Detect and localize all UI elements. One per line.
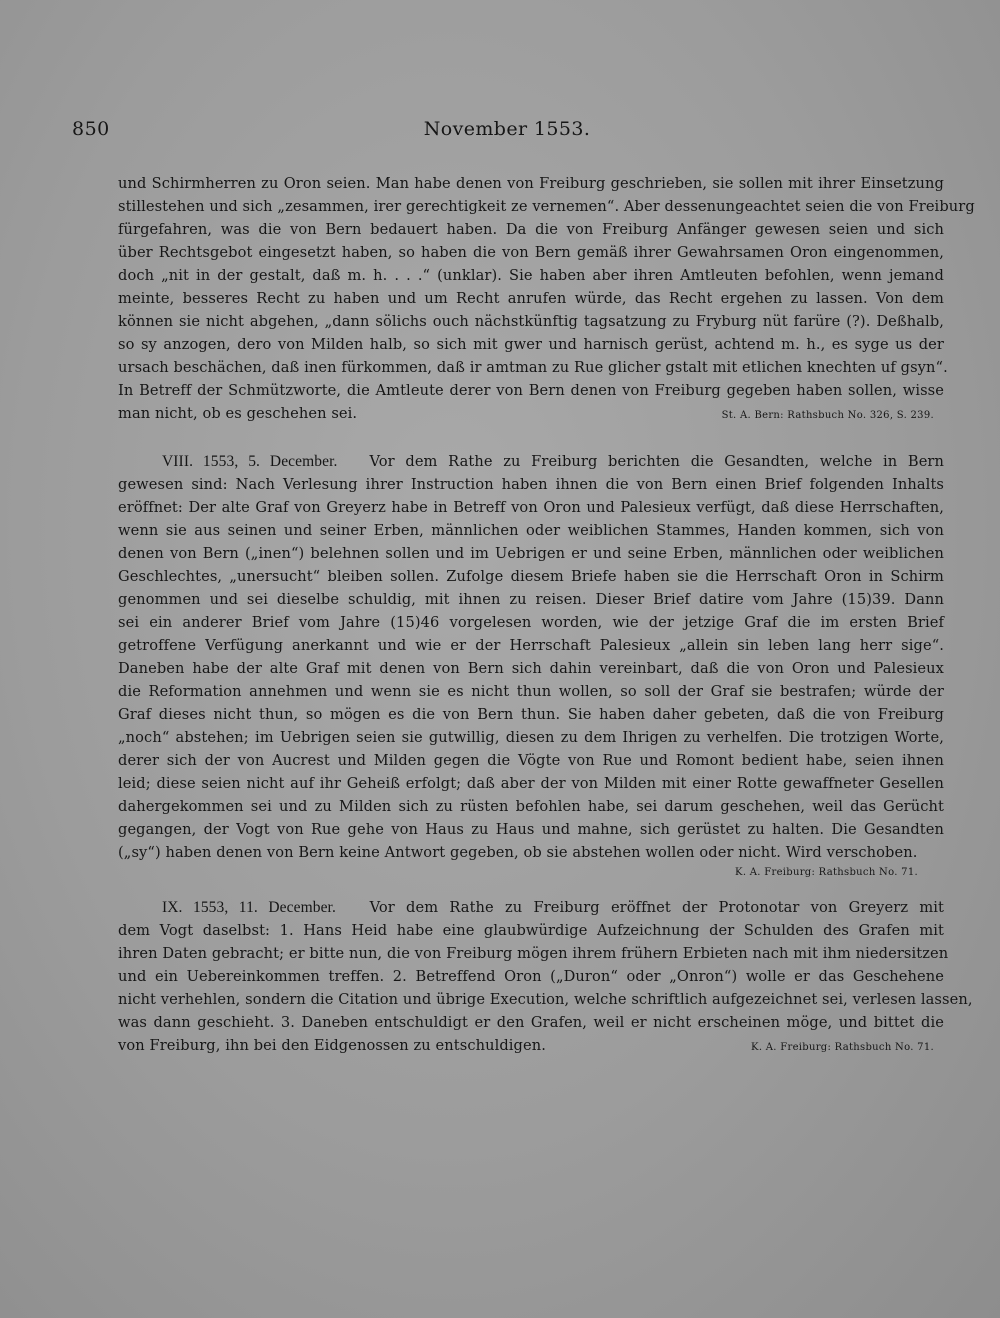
text-line: gewesen sind: Nach Verlesung ihrer Instruction haben ihnen die von Bern einen Brief folgenden Inhalts [118,476,944,493]
text-line [118,450,944,473]
text-line-content: von Freiburg, ihn bei den Eidgenossen zu entschuldigen. [118,1037,546,1054]
text-line: dem Vogt daselbst: 1. Hans Heid habe eine glaubwürdige Aufzeichnung der Schulden des Grafen mit [118,922,944,939]
text-line: Daneben habe der alte Graf mit denen von Bern sich dahin vereinbart, daß die von Oron und Palesieux [118,660,944,677]
text-line: („sy“) haben denen von Bern keine Antwort gegeben, ob sie abstehen wollen oder nicht. Wird verschoben. [118,844,918,861]
text-line: eröffnet: Der alte Graf von Greyerz habe in Betreff von Oron und Palesieux verfügt, daß diese Herrschaften, [118,499,944,516]
text-line: und ein Uebereinkommen treffen. 2. Betreffend Oron („Duron“ oder „Onron“) wolle er das Geschehene [118,968,944,985]
text-line-content: Vor dem Rathe zu Freiburg eröffnet der Protonotar von Greyerz mit [369,899,945,916]
text-line: doch „nit in der gestalt, daß m. h. . . .“ (unklar). Sie haben aber ihren Amtleuten befohlen, wenn jemand [118,267,944,284]
entry-number: IX. 1553, 11. December. [162,899,336,916]
text-line: genommen und sei dieselbe schuldig, mit ihnen zu reisen. Dieser Brief datire vom Jahre (15)39. Dann [118,591,944,608]
text-line: meinte, besseres Recht zu haben und um Recht anrufen würde, das Recht ergehen zu lassen. Von dem [118,290,944,307]
section-entry-ix [118,896,973,1057]
page-body [118,172,975,1057]
text-line: ursach beschächen, daß inen fürkommen, daß ir amtman zu Rue glicher gstalt mit etlichen knechten uf gsyn“. [118,359,948,376]
text-line: derer sich der von Aucrest und Milden gegen die Vögte von Rue und Romont bedient habe, seien ihnen [118,752,944,769]
page-number: 850 [72,118,110,140]
text-line: können sie nicht abgehen, „dann sölichs ouch nächstkünftig tagsatzung zu Fryburg nüt farüre (?). Deßhalb, [118,313,944,330]
text-line-content: Vor dem Rathe zu Freiburg berichten die Gesandten, welche in Bern [369,453,945,470]
entry-number: VIII. 1553, 5. December. [162,453,338,470]
text-line: fürgefahren, was die von Bern bedauert haben. Da die von Freiburg Anfänger gewesen seien und sich [118,221,944,238]
text-line: was dann geschieht. 3. Daneben entschuldigt er den Grafen, weil er nicht erscheinen möge, und bittet die [118,1014,944,1031]
text-line: wenn sie aus seinen und seiner Erben, männlichen oder weiblichen Stammes, Handen kommen, sich von [118,522,944,539]
text-line: und Schirmherren zu Oron seien. Man habe denen von Freiburg geschrieben, sie sollen mit ihrer Einsetzung [118,175,944,192]
text-line: gegangen, der Vogt von Rue gehe von Haus zu Haus und mahne, sich gerüstet zu halten. Die Gesandten [118,821,944,838]
text-line: „noch“ abstehen; im Uebrigen seien sie gutwillig, diesen zu dem Ihrigen zu verhelfen. Die trotzigen Worte, [118,729,944,746]
text-line-content: man nicht, ob es geschehen sei. [118,405,358,422]
source-citation: K. A. Freiburg: Rathsbuch No. 71. [735,867,918,878]
text-line: stillestehen und sich „zesammen, irer gerechtigkeit ze vernemen“. Aber dessenungeachtet seien die von Freiburg [118,198,975,215]
text-line: denen von Bern („inen“) belehnen sollen und im Uebrigen er und seine Erben, männlichen oder weiblichen [118,545,944,562]
text-line: leid; diese seien nicht auf ihr Geheiß erfolgt; daß aber der von Milden mit einer Rotte gewaffneter Gesellen [118,775,944,792]
text-line [118,896,944,919]
section-entry-viii [118,450,944,882]
source-citation: K. A. Freiburg: Rathsbuch No. 71. [751,1042,934,1053]
text-line: Geschlechtes, „unersucht“ bleiben sollen. Zufolge diesem Briefe haben sie die Herrschaft Oron in Schirm [118,568,944,585]
text-line: sei ein anderer Brief vom Jahre (15)46 vorgelesen worden, wie der jetzige Graf die im ersten Brief [118,614,944,631]
section-previous-entry [118,172,975,425]
text-line: getroffene Verfügung anerkannt und wie er der Herrschaft Palesieux „allein sin leben lang herr sige“. [118,637,944,654]
text-line: dahergekommen sei und zu Milden sich zu rüsten befohlen habe, sei darum geschehen, weil das Gerücht [118,798,944,815]
text-line: über Rechtsgebot eingesetzt haben, so haben die von Bern gemäß ihrer Gewahrsamen Oron eingenommen, [118,244,944,261]
text-line: In Betreff der Schmützworte, die Amtleute derer von Bern denen von Freiburg gegeben haben sollen, wisse [118,382,944,399]
text-line: die Reformation annehmen und wenn sie es nicht thun wollen, so soll der Graf sie bestrafen; würde der [118,683,944,700]
text-line: ihren Daten gebracht; er bitte nun, die von Freiburg mögen ihrem frühern Erbieten nach mit ihm niedersitzen [118,945,949,962]
text-line: nicht verhehlen, sondern die Citation und übrige Execution, welche schriftlich aufgezeichnet sei, verlesen lassen, [118,991,973,1008]
running-head: November 1553. [423,118,591,140]
text-line: so sy anzogen, dero von Milden halb, so sich mit gwer und harnisch gerüst, achtend m. h., es syge us der [118,336,944,353]
text-line: Graf dieses nicht thun, so mögen es die von Bern thun. Sie haben daher gebeten, daß die von Freiburg [118,706,944,723]
page-header [72,118,942,148]
text-line [118,402,944,425]
text-line [118,1034,944,1057]
source-citation: St. A. Bern: Rathsbuch No. 326, S. 239. [721,410,934,421]
